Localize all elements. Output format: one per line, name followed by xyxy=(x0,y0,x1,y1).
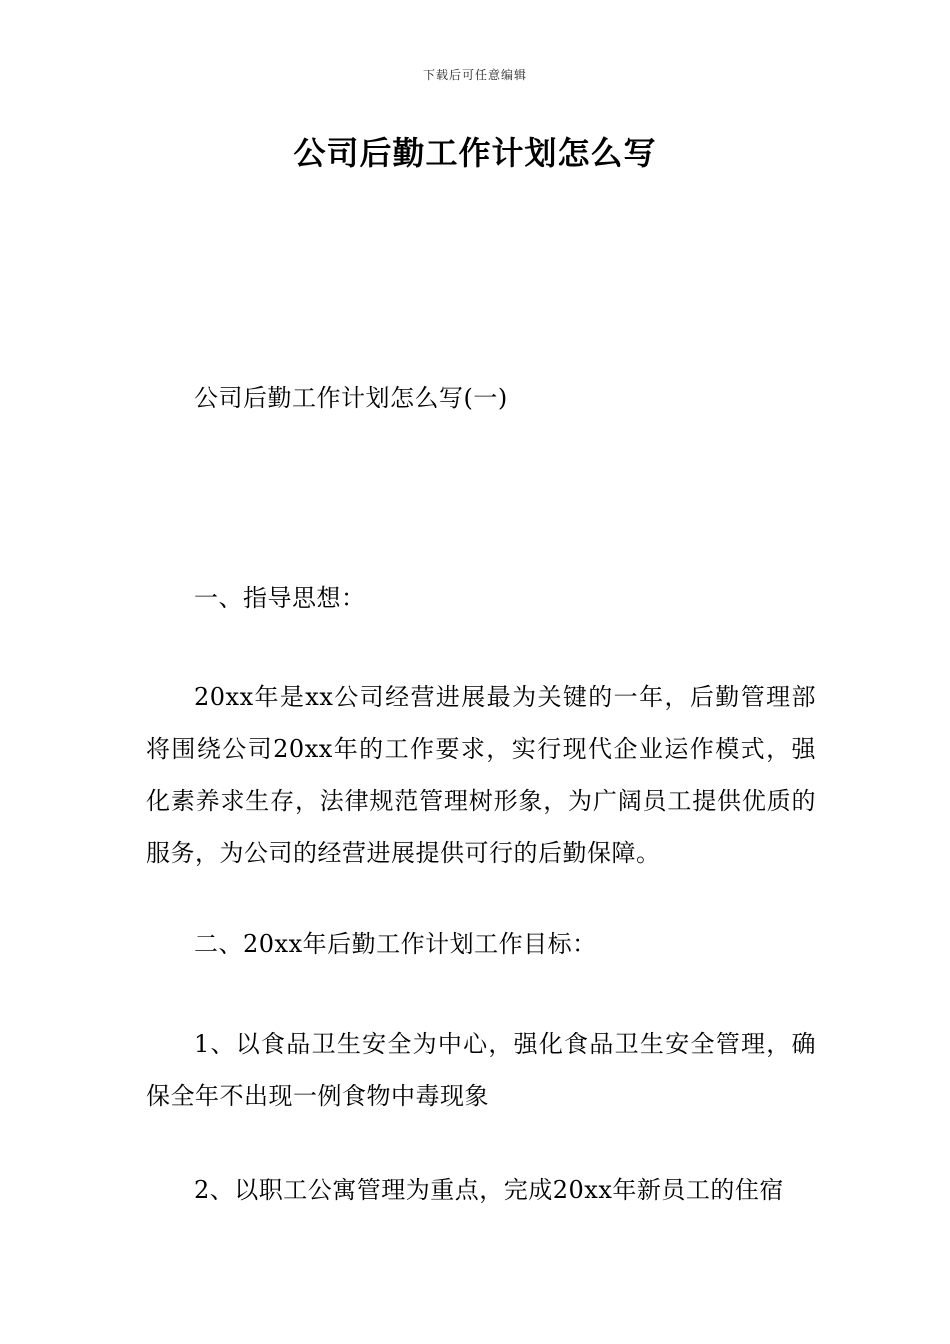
document-title: 公司后勤工作计划怎么写 xyxy=(293,134,657,172)
plan-subtitle: 公司后勤工作计划怎么写(一) xyxy=(194,384,508,412)
section-heading-guiding-ideology: 一、指导思想： xyxy=(194,584,366,612)
section-heading-work-goals: 二、20xx年后勤工作计划工作目标： xyxy=(194,930,597,958)
goal-item-staff-apartment: 2、以职工公寓管理为重点，完成20xx年新员工的住宿 xyxy=(194,1176,784,1204)
section-body-guiding-ideology: 20xx年是xx公司经营进展最为关键的一年，后勤管理部将围绕公司20xx年的工作要求，实行现代企业运作模式，强化素养求生存，法律规范管理树形象，为广阔员工提供优质的服务，为公司的经营进展提供可行的后勤保障。 xyxy=(146,683,816,867)
header-note: 下载后可任意编辑 xyxy=(422,68,527,82)
goal-item-food-safety: 1、以食品卫生安全为中心，强化食品卫生安全管理，确保全年不出现一例食物中毒现象 xyxy=(146,1030,816,1110)
